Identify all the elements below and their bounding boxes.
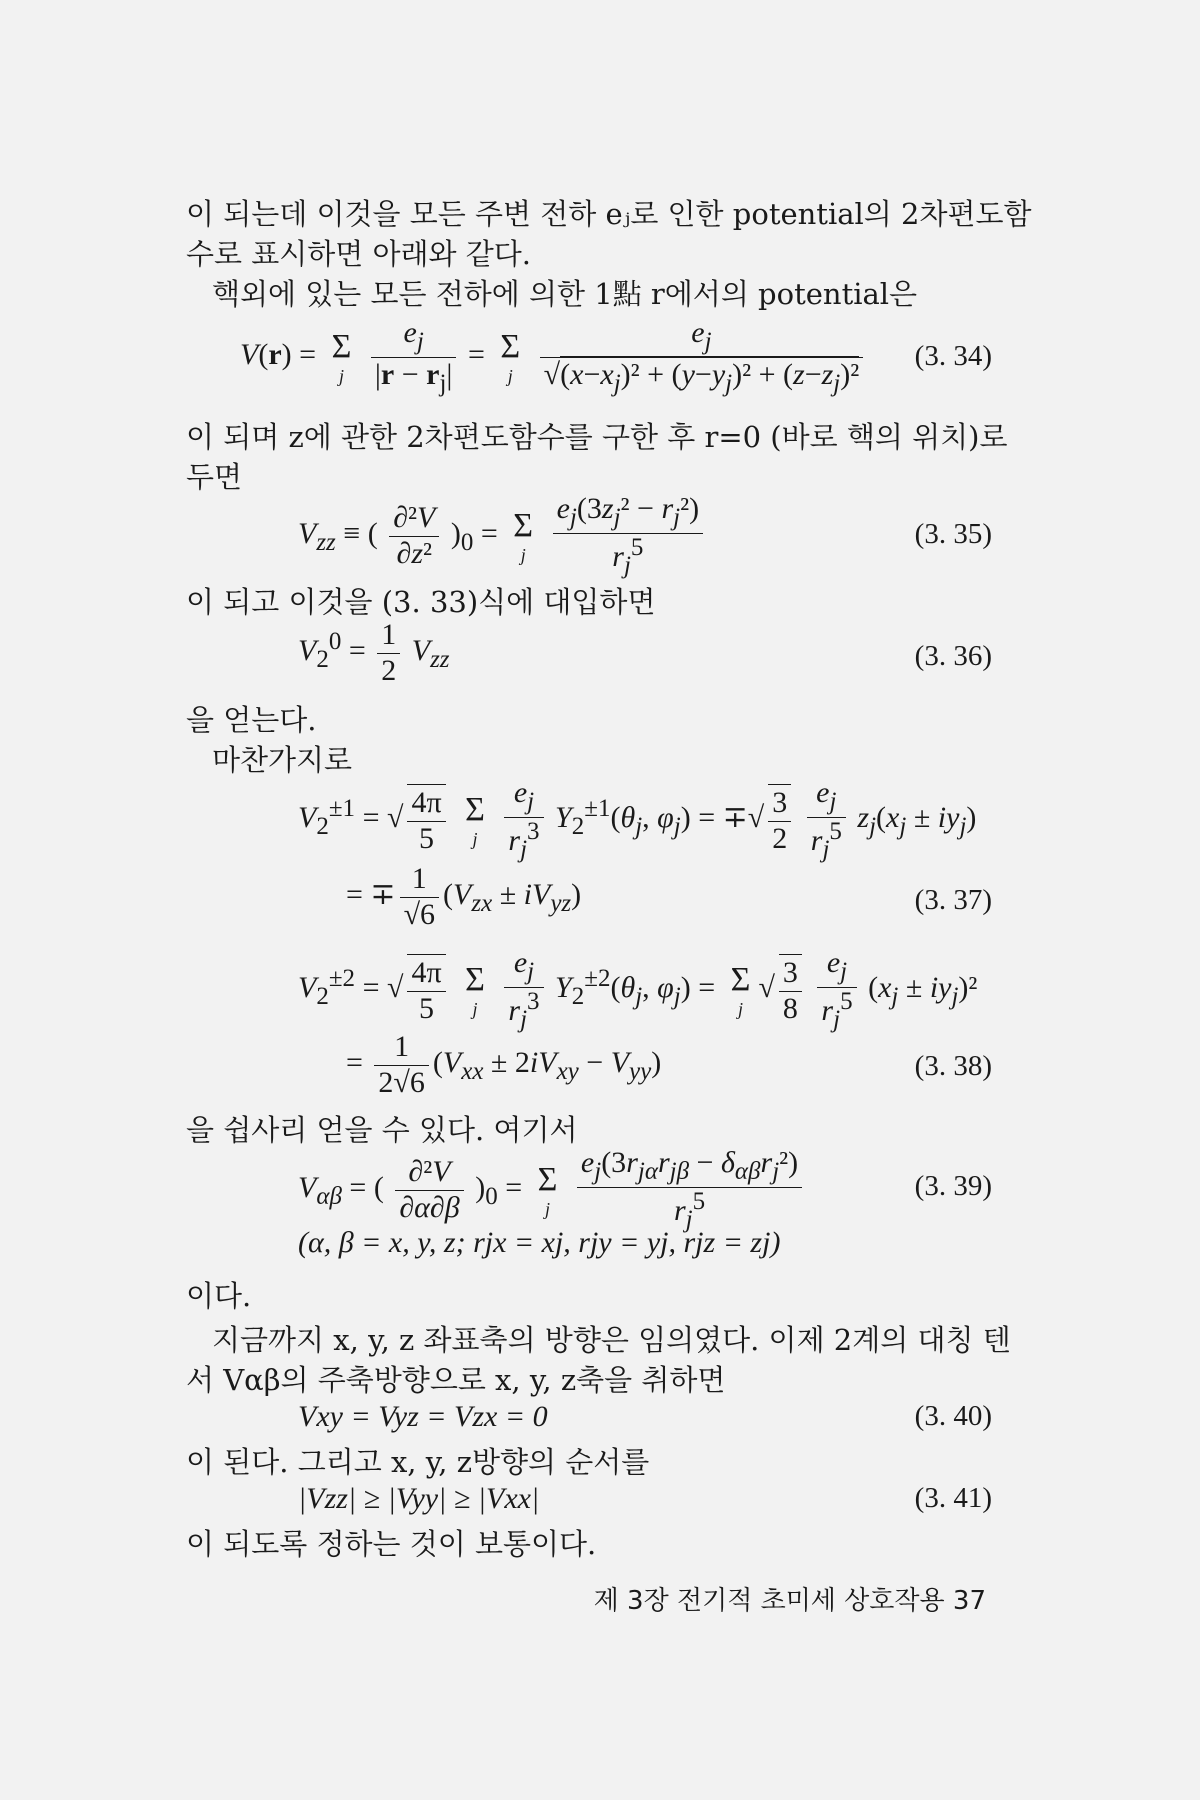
text-line: 을 쉽사리 얻을 수 있다. 여기서: [186, 1113, 578, 1147]
text-line: 마찬가지로: [212, 743, 353, 777]
equation-number: (3. 39): [914, 1170, 992, 1202]
equation-number: (3. 37): [914, 884, 992, 916]
text-line: 을 얻는다.: [186, 703, 317, 737]
equation-number: (3. 40): [914, 1400, 992, 1432]
text-line: 핵외에 있는 모든 전하에 의한 1點 r에서의 potential은: [212, 277, 918, 311]
text-line: 이 되는데 이것을 모든 주변 전하 eⱼ로 인한 potential의 2차편도함: [186, 197, 1032, 231]
text-line: 이 되며 z에 관한 2차편도함수를 구한 후 r=0 (바로 핵의 위치)로: [186, 420, 1008, 454]
text-line: 이다.: [186, 1279, 252, 1313]
equation-3-40: Vxy = Vyz = Vzx = 0: [298, 1400, 548, 1433]
page-footer: 제 3장 전기적 초미세 상호작용 37: [593, 1586, 986, 1616]
equation-3-37a: $V_2^{\pm 1}$ = √ $\frac{4\pi}{5}$ Σ j $\frac{e_j}{r_j^3}$ $Y_2^{\pm 1}(\theta_j$, $\varphi_j$) = ∓√ $\frac{3}{2}$ $\frac{e_j}{r_j^5}$ $z_j(x_j \pm iy_j)$: [298, 776, 977, 863]
equation-3-37b: = ∓ $\frac{1}{√6}$ $(V_{zx} \pm iV_{yz})$: [346, 862, 582, 931]
text-line: 두면: [186, 460, 243, 494]
equation-number: (3. 41): [914, 1482, 992, 1514]
equation-3-34: V(r) = Σ j $\frac{e_j}{|r - r_j|}$ = Σ j $\frac{e_j}{√(x-x_j)^2 + (y-y_j)^2 + (z-z_j)^2}$: [240, 316, 867, 399]
text-line: 서 Vαβ의 주축방향으로 x, y, z축을 취하면: [186, 1363, 726, 1397]
text-line: 수로 표시하면 아래와 같다.: [186, 237, 532, 271]
equation-3-36: $V_2^0$ = $\frac{1}{2}$ $V_{zz}$: [298, 618, 450, 687]
equation-number: (3. 34): [914, 340, 992, 372]
equation-3-41: |Vzz| ≥ |Vyy| ≥ |Vxx|: [298, 1482, 540, 1515]
equation-3-35: $V_{zz}$ ≡ ( $\frac{\text{∂²V}}{\text{∂z²}}$ )$_0$ = Σ j $\frac{e_j(3z_j^2 - r_j^2)}{r_j^5}$: [298, 492, 707, 581]
text-line: 지금까지 x, y, z 좌표축의 방향은 임의였다. 이제 2계의 대칭 텐: [212, 1323, 1011, 1357]
equation-3-39: $V_{\alpha\beta}$ = ( $\frac{\text{∂²V}}{\partial\alpha\partial\beta}$ )$_0$ = Σ j $\frac{e_j(3r_{j\alpha}r_{j\beta} - \delta_{\alpha\beta}r_j^2)}{r_j^5}$: [298, 1146, 806, 1235]
equation-number: (3. 35): [914, 518, 992, 550]
equation-number: (3. 36): [914, 640, 992, 672]
text-line: 이 되도록 정하는 것이 보통이다.: [186, 1527, 597, 1561]
equation-3-38a: $V_2^{\pm 2}$ = √ $\frac{4\pi}{5}$ Σ j $\frac{e_j}{r_j^3}$ $Y_2^{\pm 2}(\theta_j$, $\varphi_j$) = Σ j √ $\frac{3}{8}$ $\frac{e_j}{r_j^5}$ $(x_j \pm iy_j)^2$: [298, 946, 978, 1033]
equation-3-38b: = $\frac{1}{2√6}$ $(V_{xx} \pm 2iV_{xy} - V_{yy})$: [346, 1030, 662, 1099]
equation-number: (3. 38): [914, 1050, 992, 1082]
equation-3-39-condition: (α, β = x, y, z; rjx = xj, rjy = yj, rjz = zj): [298, 1226, 781, 1259]
text-line: 이 된다. 그리고 x, y, z방향의 순서를: [186, 1445, 650, 1479]
text-line: 이 되고 이것을 (3. 33)식에 대입하면: [186, 585, 656, 619]
